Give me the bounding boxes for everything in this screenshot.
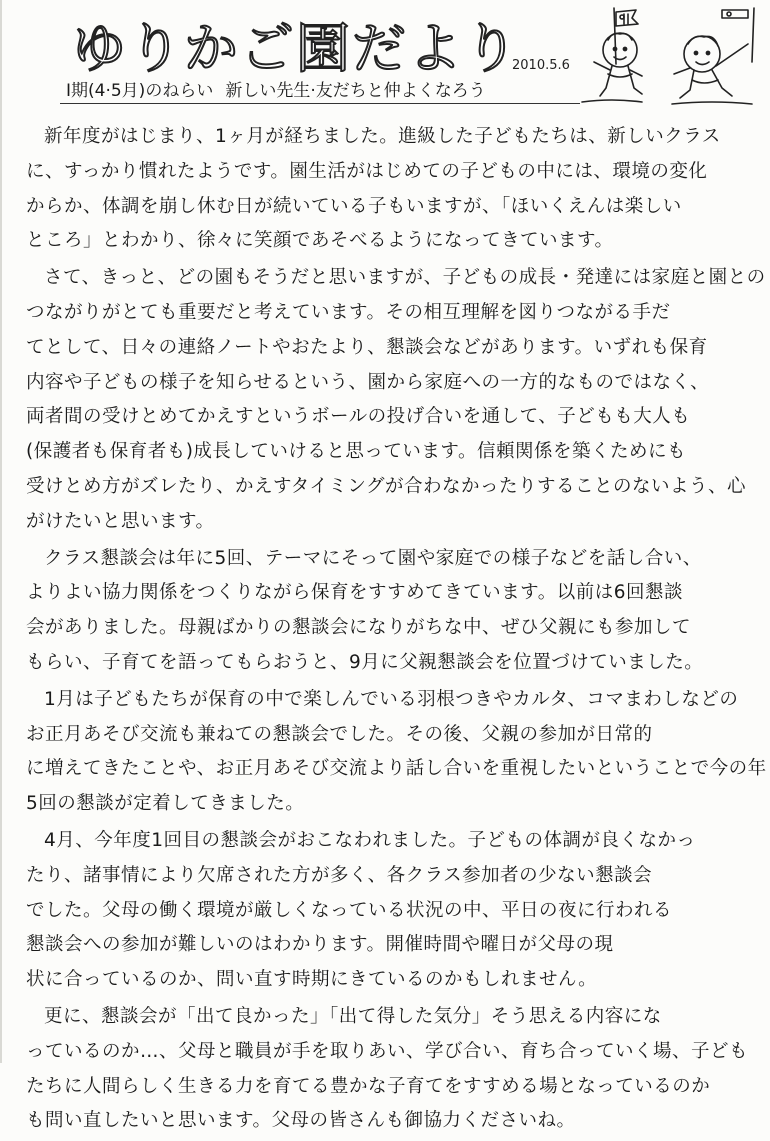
children-illustration xyxy=(572,4,768,108)
term-label: I期(4·5月)のねらい xyxy=(66,81,214,101)
text-line: がけたいと思います。 xyxy=(26,510,215,532)
header-underline xyxy=(60,103,580,104)
paragraph xyxy=(26,1000,749,1139)
text-line: さて、きっと、どの園もそうだと思いますが、子どもの成長・発達には家庭と園との xyxy=(44,267,766,289)
paragraph xyxy=(26,824,746,998)
aim-text: 新しい先生·友だちと仲よくなろう xyxy=(225,81,486,101)
text-line: (保護者も保育者も)成長していけると思っています。信頼関係を築くためにも xyxy=(26,441,686,463)
text-line: お正月あそび交流も兼ねての懇談会でした。その後、父親の参加が日常的 xyxy=(26,723,653,745)
text-line: 懇談会への参加が難しいのはわかります。開催時間や曜日が父母の現 xyxy=(26,934,614,956)
paragraph xyxy=(26,261,766,539)
text-line: 1月は子どもたちが保育の中で楽しんでいる羽根つきやカルタ、コマまわしなどの xyxy=(44,688,739,710)
term-aim xyxy=(66,76,486,101)
text-line: つながりがとても重要だと考えています。その相互理解を図りつながる手だ xyxy=(26,301,671,323)
text-line: に、すっかり慣れたようです。園生活がはじめての子どもの中には、環境の変化 xyxy=(26,160,708,182)
text-line: 状に合っているのか、問い直す時期にきているのかもしれません。 xyxy=(26,969,598,991)
text-line: よりよい協力関係をつくりながら保育をすすめてきています。以前は6回懇談 xyxy=(26,582,683,604)
text-line: に増えてきたことや、お正月あそび交流より話し合いを重視したいということで今の年 xyxy=(26,758,767,780)
text-line: からか、体調を崩し休む日が続いている子もいますが、「ほいくえんは楽しい xyxy=(26,195,682,217)
scan-edge xyxy=(0,0,2,1063)
text-line: 5回の懇談が定着してきました。 xyxy=(26,793,305,815)
paragraph xyxy=(26,542,746,681)
text-line: 新年度がはじまり、1ヶ月が経ちました。進級した子どもたちは、新しいクラス xyxy=(44,126,721,147)
text-line: も問い直したいと思います。父母の皆さんも御協力くださいね。 xyxy=(26,1110,576,1132)
text-line: っているのか…、父母と職員が手を取りあい、学び合い、育ち合っていく場、子ども xyxy=(26,1040,749,1062)
paragraph xyxy=(26,683,767,822)
paragraph xyxy=(26,120,746,259)
text-line: 両者間の受けとめてかえすというボールの投げ合いを通して、子どもも大人も xyxy=(26,406,691,428)
issue-date: 2010.5.6 xyxy=(512,58,570,73)
text-line: 更に、懇談会が「出て良かった」「出て得した気分」そう思える内容にな xyxy=(44,1005,662,1027)
text-line: 4月、今年度1回目の懇談会がおこなわれました。子どもの体調が良くなかっ xyxy=(44,829,696,851)
text-line: 会がありました。母親ばかりの懇談会になりがちな中、ぜひ父親にも参加して xyxy=(26,617,692,639)
text-line: たちに人間らしく生きる力を育てる豊かな子育てをすすめる場となっているのか xyxy=(26,1075,711,1097)
text-line: クラス懇談会は年に5回、テーマにそって園や家庭での様子などを話し合い、 xyxy=(44,547,702,569)
text-line: てとして、日々の連絡ノートやおたより、懇談会などがあります。いずれも保育 xyxy=(26,336,708,358)
text-line: もらい、子育てを語ってもらおうと、9月に父親懇談会を位置づけていました。 xyxy=(26,651,704,673)
text-line: ところ」とわかり、徐々に笑顔であそべるようになってきています。 xyxy=(26,230,614,252)
text-line: 受けとめ方がズレたり、かえすタイミングが合わなかったりすることのないよう、心 xyxy=(26,475,746,497)
newsletter-body xyxy=(26,120,767,1141)
newsletter-title: ゆりかご園だより xyxy=(72,17,520,80)
text-line: でした。父母の働く環境が厳しくなっている状況の中、平日の夜に行われる xyxy=(26,899,673,921)
text-line: たり、諸事情により欠席された方が多く、各クラス参加者の少ない懇談会 xyxy=(26,864,653,886)
text-line: 内容や子どもの様子を知らせるという、園から家庭への一方的なものではなく、 xyxy=(26,371,710,393)
